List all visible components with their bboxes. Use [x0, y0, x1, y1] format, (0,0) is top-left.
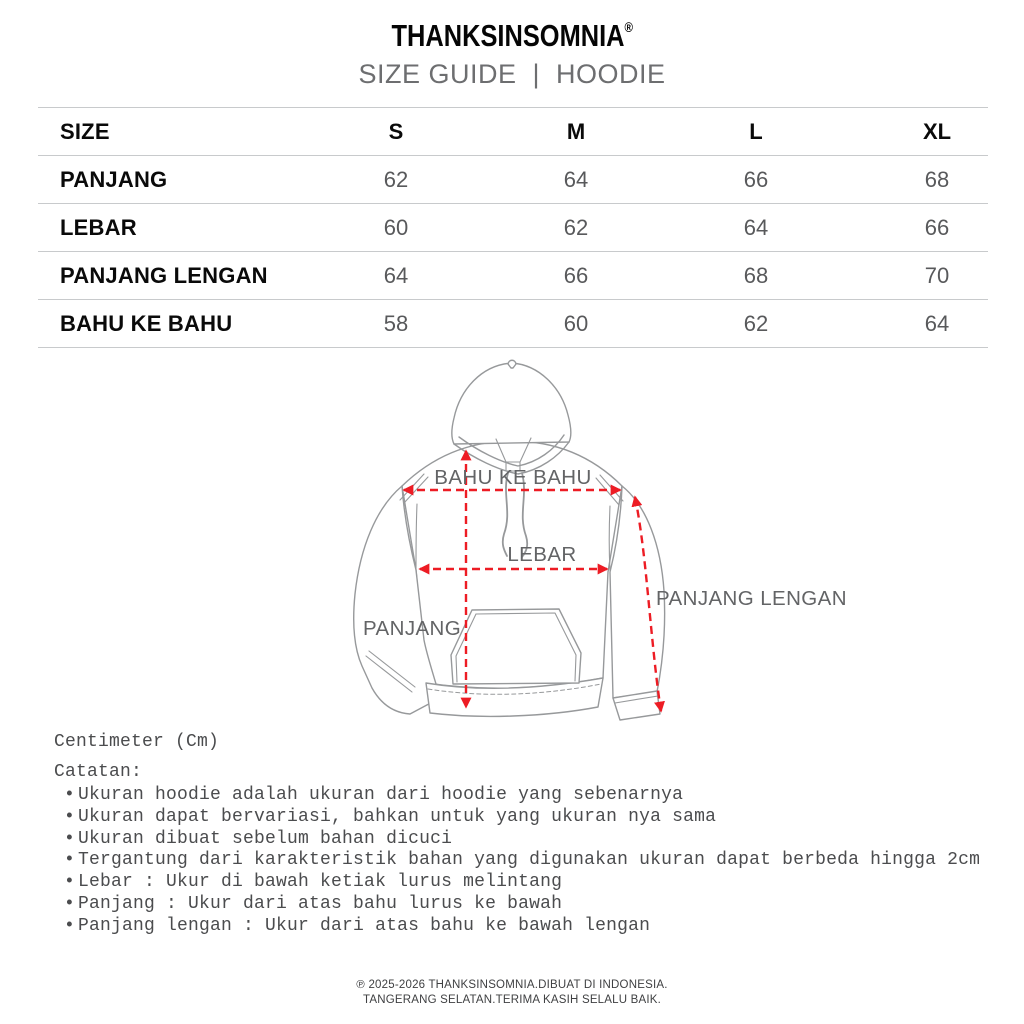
table-header-row	[38, 107, 988, 155]
note-item	[54, 807, 1024, 829]
panjang-lengan-label: PANJANG LENGAN	[656, 587, 847, 610]
note-item	[54, 872, 1024, 894]
cell-value: 58	[383, 310, 409, 336]
page-title-left: SIZE GUIDE	[358, 59, 517, 89]
footer-line-1: ℗ 2025-2026 THANKSINSOMNIA.DIBUAT DI INDONESIA.	[356, 979, 668, 991]
note-item	[54, 894, 1024, 916]
column-header-l: L	[749, 118, 763, 144]
note-text: Tergantung dari karakteristik bahan yang digunakan ukuran dapat berbeda hingga 2cm	[78, 850, 981, 871]
hoodie-line-drawing	[354, 360, 665, 720]
cell-value: 66	[743, 166, 769, 192]
bullet-marker: •	[64, 828, 76, 849]
note-text: Ukuran dibuat sebelum bahan dicuci	[78, 828, 453, 849]
registered-trademark-symbol: ®	[624, 19, 633, 35]
cell-value: 62	[383, 166, 409, 192]
table-row-panjang	[38, 155, 988, 203]
unit-label: Centimeter (Cm)	[54, 732, 220, 752]
bahu-ke-bahu-label: BAHU KE BAHU	[434, 466, 592, 489]
cell-value: 64	[924, 310, 950, 336]
panjang-label: PANJANG	[363, 617, 462, 640]
note-text: Ukuran dapat bervariasi, bahkan untuk yang ukuran nya sama	[78, 806, 717, 827]
column-header-size: SIZE	[60, 118, 110, 144]
row-label: PANJANG	[60, 166, 168, 192]
row-label: BAHU KE BAHU	[60, 310, 233, 336]
lebar-label: LEBAR	[507, 543, 577, 566]
table-row-lebar	[38, 203, 988, 251]
cell-value: 62	[563, 214, 589, 240]
row-label: PANJANG LENGAN	[60, 262, 268, 288]
note-item	[54, 829, 1024, 851]
note-item	[54, 916, 1024, 938]
note-item	[54, 785, 1024, 807]
notes-heading: Catatan:	[54, 762, 143, 782]
page-title	[0, 59, 1024, 90]
title-separator: |	[532, 59, 541, 89]
column-header-xl: XL	[922, 118, 952, 144]
cell-value: 60	[563, 310, 589, 336]
footer-line-2: TANGERANG SELATAN.TERIMA KASIH SELALU BAIK.	[362, 993, 662, 1006]
bullet-marker: •	[64, 915, 76, 936]
cell-value: 64	[563, 166, 589, 192]
bullet-marker: •	[64, 806, 76, 827]
brand-header	[0, 18, 1024, 54]
cell-value: 68	[743, 262, 769, 288]
brand-name	[391, 18, 632, 54]
cell-value: 66	[563, 262, 589, 288]
cell-value: 64	[383, 262, 409, 288]
footer	[0, 978, 1024, 1007]
bullet-marker: •	[64, 785, 76, 805]
cell-value: 70	[924, 262, 950, 288]
cell-value: 66	[924, 214, 950, 240]
cell-value: 64	[743, 214, 769, 240]
kangaroo-pocket	[451, 609, 581, 684]
note-text: Panjang : Ukur dari atas bahu lurus ke bawah	[78, 893, 563, 914]
note-text: Panjang lengan : Ukur dari atas bahu ke bawah lengan	[78, 915, 651, 936]
cell-value: 62	[743, 310, 769, 336]
note-text: Ukuran hoodie adalah ukuran dari hoodie yang sebenarnya	[78, 785, 684, 805]
table-row-panjang-lengan	[38, 251, 988, 299]
brand-name-text: THANKSINSOMNIA	[391, 18, 625, 53]
row-label: LEBAR	[60, 214, 137, 240]
note-item	[54, 850, 1024, 872]
column-header-m: M	[566, 118, 586, 144]
note-text: Lebar : Ukur di bawah ketiak lurus melintang	[78, 872, 563, 893]
size-table	[38, 107, 988, 348]
notes-list	[54, 785, 1024, 938]
page-title-right: HOODIE	[556, 59, 666, 89]
hoodie-measurement-diagram	[340, 356, 860, 736]
cell-value: 60	[383, 214, 409, 240]
table-row-bahu-ke-bahu	[38, 299, 988, 348]
bullet-marker: •	[64, 893, 76, 914]
column-header-s: S	[388, 118, 404, 144]
bullet-marker: •	[64, 850, 76, 871]
bullet-marker: •	[64, 872, 76, 893]
hood	[452, 363, 571, 444]
cell-value: 68	[924, 166, 950, 192]
